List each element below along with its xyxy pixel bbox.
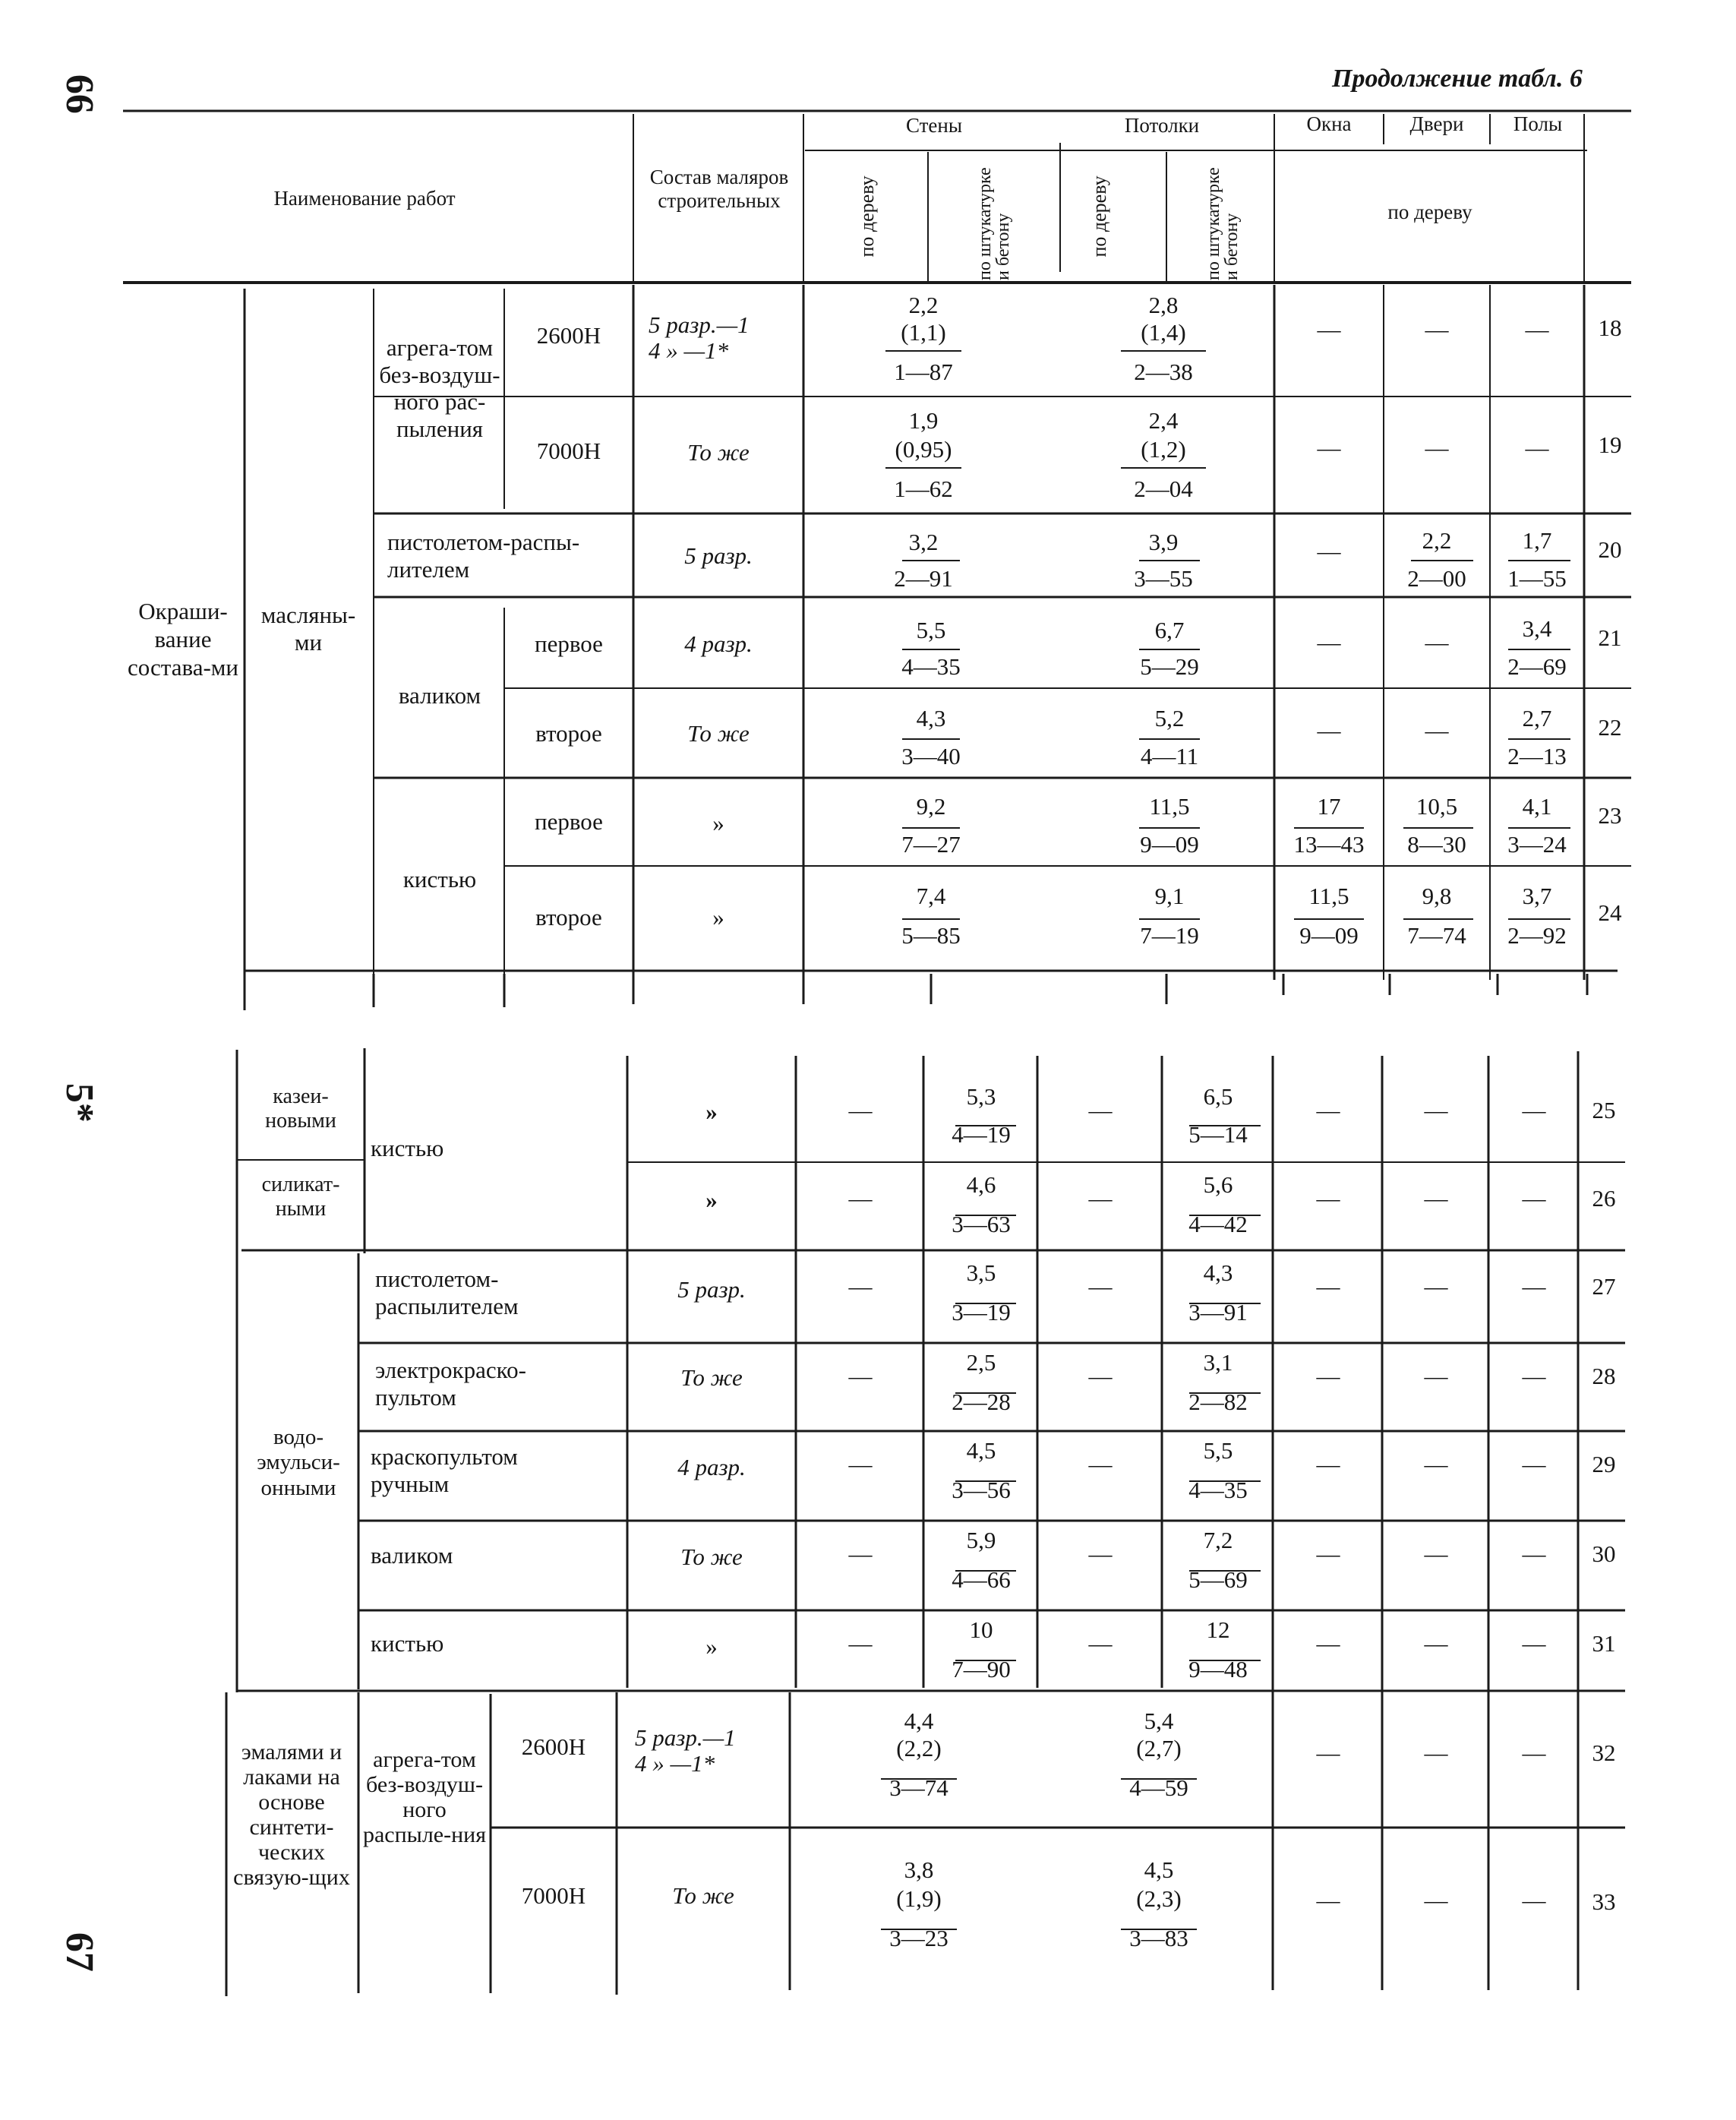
r29-ceil-cost: 4—35 — [1188, 1477, 1248, 1503]
r29-walls-value: 4,5 — [966, 1437, 996, 1464]
r21-windows: — — [1317, 629, 1341, 656]
r32-walls-value: 4,4 — [904, 1708, 934, 1734]
r32-num: 32 — [1592, 1739, 1616, 1766]
r20-ceil-cost: 3—55 — [1134, 565, 1193, 592]
r25-floors: — — [1522, 1097, 1546, 1123]
r27-ceil-cost: 3—91 — [1188, 1299, 1248, 1325]
r22-ceil-value: 5,2 — [1154, 705, 1185, 731]
r31-doors: — — [1424, 1630, 1448, 1657]
r24-ceil-value: 9,1 — [1154, 883, 1185, 909]
r25-ceil-value: 6,5 — [1203, 1083, 1233, 1110]
r32-walls-paren: (2,2) — [896, 1735, 942, 1761]
r20-walls-cost: 2—91 — [894, 565, 953, 592]
r24-windows-cost: 9—09 — [1299, 922, 1359, 949]
label-spray-gun-1: пистолетом-распы-лителем — [387, 529, 580, 583]
r31-walls-wood: — — [848, 1630, 873, 1657]
r21-num: 21 — [1598, 624, 1622, 651]
r27-ceil-wood: — — [1088, 1273, 1113, 1300]
r19-windows: — — [1317, 434, 1341, 461]
r28-ceil-value: 3,1 — [1203, 1349, 1233, 1376]
label-brush: кистью — [371, 1630, 444, 1657]
r18-ceil-paren: (1,4) — [1141, 319, 1186, 346]
r26-floors: — — [1522, 1185, 1546, 1212]
r25-ceil-cost: 5—14 — [1188, 1121, 1248, 1148]
r24-walls-value: 7,4 — [916, 883, 946, 909]
header-name-col: Наименование работ — [273, 187, 456, 210]
r24-ceil-cost: 7—19 — [1140, 922, 1199, 949]
header-ceil-wood: по дереву — [1088, 175, 1111, 257]
label-airless-2: агрега-том без-воздуш-ного распыле-ния — [362, 1747, 487, 1847]
crew-r27: 5 разр. — [677, 1276, 746, 1303]
crew-r20: 5 разр. — [684, 542, 753, 569]
crew-r26: » — [705, 1186, 718, 1213]
label-electro: электрокраско-пультом — [375, 1357, 526, 1411]
crew-r29: 4 разр. — [677, 1454, 746, 1480]
r27-walls-value: 3,5 — [966, 1259, 996, 1286]
crew-r23: » — [712, 810, 724, 836]
header-crew-col: Состав маляров строительных — [649, 166, 789, 213]
header-walls-wood: по дереву — [856, 175, 879, 257]
r28-doors: — — [1424, 1363, 1448, 1389]
r33-num: 33 — [1592, 1888, 1616, 1915]
continuation-title: Продолжение табл. 6 — [1332, 65, 1583, 93]
r30-ceil-cost: 5—69 — [1188, 1566, 1248, 1593]
r23-floors-cost: 3—24 — [1507, 831, 1567, 858]
r29-walls-cost: 3—56 — [952, 1477, 1011, 1503]
r30-doors: — — [1424, 1540, 1448, 1567]
r33-ceil-cost: 3—83 — [1129, 1925, 1188, 1951]
r19-walls-cost: 1—62 — [894, 475, 953, 502]
crew-r31: » — [705, 1633, 718, 1660]
r21-ceil-cost: 5—29 — [1140, 653, 1199, 680]
header-ceilings: Потолки — [1124, 114, 1200, 137]
r29-floors: — — [1522, 1451, 1546, 1477]
r29-windows: — — [1316, 1451, 1340, 1477]
r33-ceil-value: 4,5 — [1144, 1856, 1174, 1883]
r26-walls-value: 4,6 — [966, 1171, 996, 1198]
r23-floors-value: 4,1 — [1522, 793, 1552, 820]
r30-windows: — — [1316, 1540, 1340, 1567]
r26-walls-wood: — — [848, 1185, 873, 1212]
r20-doors-cost: 2—00 — [1407, 565, 1466, 592]
crew-r18-b: 4 » —1* — [649, 337, 729, 364]
r22-windows: — — [1317, 717, 1341, 744]
label-oil: масляны-ми — [260, 602, 356, 656]
crew-r22: То же — [687, 720, 750, 747]
r18-walls-value: 2,2 — [908, 292, 939, 318]
r22-ceil-cost: 4—11 — [1140, 743, 1199, 769]
crew-r30: То же — [680, 1543, 743, 1570]
r18-walls-paren: (1,1) — [901, 319, 946, 346]
label-painting: Окраши-вание состава-ми — [128, 598, 238, 681]
crew-r18-a: 5 разр.—1 — [649, 311, 750, 338]
r30-ceil-wood: — — [1088, 1540, 1113, 1567]
r18-ceil-cost: 2—38 — [1134, 359, 1193, 385]
r23-doors-cost: 8—30 — [1407, 831, 1466, 858]
r24-walls-cost: 5—85 — [901, 922, 961, 949]
r28-walls-wood: — — [848, 1363, 873, 1389]
header-doors: Двери — [1409, 112, 1464, 135]
r20-ceil-value: 3,9 — [1148, 529, 1179, 555]
r33-doors: — — [1424, 1887, 1448, 1913]
r23-ceil-value: 11,5 — [1149, 793, 1190, 820]
page-number-bottom: 67 — [57, 1932, 101, 1972]
r20-windows: — — [1317, 538, 1341, 564]
r26-ceil-cost: 4—42 — [1188, 1211, 1248, 1237]
r31-num: 31 — [1592, 1630, 1616, 1657]
r21-ceil-value: 6,7 — [1154, 617, 1185, 643]
r18-floors: — — [1525, 316, 1549, 343]
r24-doors-cost: 7—74 — [1407, 922, 1466, 949]
label-airless: агрега-том без-воздуш-ного рас-пыления — [379, 334, 500, 442]
r28-ceil-cost: 2—82 — [1188, 1389, 1248, 1415]
r24-num: 24 — [1598, 899, 1622, 926]
r25-doors: — — [1424, 1097, 1448, 1123]
header-windows: Окна — [1306, 112, 1352, 135]
r30-walls-cost: 4—66 — [952, 1566, 1011, 1593]
r30-floors: — — [1522, 1540, 1546, 1567]
r32-ceil-paren: (2,7) — [1136, 1735, 1182, 1761]
crew-r21: 4 разр. — [684, 630, 753, 657]
r30-walls-wood: — — [848, 1540, 873, 1567]
header-wood-span: по дереву — [1387, 201, 1472, 223]
r29-ceil-wood: — — [1088, 1451, 1113, 1477]
r33-walls-paren: (1,9) — [896, 1885, 942, 1912]
page-number-top: 66 — [57, 74, 101, 114]
label-spray-gun-2: пистолетом-распылителем — [375, 1265, 519, 1319]
r20-floors-value: 1,7 — [1522, 527, 1552, 554]
r27-windows: — — [1316, 1273, 1340, 1300]
label-enamels: эмалями и лаками на основе синтети-ческих связую-щих — [233, 1739, 350, 1890]
r33-walls-cost: 3—23 — [889, 1925, 948, 1951]
r28-floors: — — [1522, 1363, 1546, 1389]
header-ceil-plaster: по штукатурке и бетону — [1204, 167, 1242, 280]
r19-floors: — — [1525, 434, 1549, 461]
r24-windows-value: 11,5 — [1308, 883, 1349, 909]
r25-windows: — — [1316, 1097, 1340, 1123]
r29-doors: — — [1424, 1451, 1448, 1477]
r27-num: 27 — [1592, 1273, 1616, 1300]
r28-walls-cost: 2—28 — [952, 1389, 1011, 1415]
label-brush-lower: кистью — [371, 1135, 444, 1161]
r32-ceil-value: 5,4 — [1144, 1708, 1174, 1734]
r33-walls-value: 3,8 — [904, 1856, 934, 1883]
r22-floors-value: 2,7 — [1522, 705, 1552, 731]
r33-windows: — — [1316, 1887, 1340, 1913]
label-silicate: силикат-ными — [261, 1173, 340, 1221]
crew-r28: То же — [680, 1364, 743, 1391]
r31-windows: — — [1316, 1630, 1340, 1657]
r24-floors-cost: 2—92 — [1507, 922, 1567, 949]
r21-floors-cost: 2—69 — [1507, 653, 1567, 680]
label-second-roller: второе — [535, 720, 602, 747]
header-walls-plaster: по штукатурке и бетону — [975, 167, 1013, 280]
r30-walls-value: 5,9 — [966, 1527, 996, 1553]
r25-num: 25 — [1592, 1097, 1616, 1123]
r18-num: 18 — [1598, 314, 1622, 341]
r31-walls-cost: 7—90 — [952, 1656, 1011, 1682]
r23-windows-value: 17 — [1317, 793, 1341, 820]
label-roller: валиком — [371, 1542, 453, 1569]
label-first-roller: первое — [535, 630, 603, 657]
r32-doors: — — [1424, 1739, 1448, 1766]
r27-doors: — — [1424, 1273, 1448, 1300]
r23-walls-cost: 7—27 — [901, 831, 961, 858]
r25-walls-value: 5,3 — [966, 1083, 996, 1110]
crew-r33: То же — [672, 1882, 734, 1909]
r32-ceil-cost: 4—59 — [1129, 1774, 1188, 1801]
r26-ceil-wood: — — [1088, 1185, 1113, 1212]
r19-doors: — — [1425, 434, 1449, 461]
r26-doors: — — [1424, 1185, 1448, 1212]
label-2600-lower: 2600Н — [521, 1733, 586, 1760]
r20-floors-cost: 1—55 — [1507, 565, 1567, 592]
r18-windows: — — [1317, 316, 1341, 343]
r25-ceil-wood: — — [1088, 1097, 1113, 1123]
label-second-brush: второе — [535, 904, 602, 930]
r20-num: 20 — [1598, 536, 1622, 563]
crew-r25: » — [705, 1098, 718, 1125]
r25-walls-wood: — — [848, 1097, 873, 1123]
sheet-mark: 5* — [57, 1082, 101, 1123]
r26-num: 26 — [1592, 1185, 1616, 1212]
r32-windows: — — [1316, 1739, 1340, 1766]
label-2600: 2600Н — [536, 322, 601, 349]
r19-num: 19 — [1598, 431, 1622, 458]
r26-windows: — — [1316, 1185, 1340, 1212]
r31-ceil-value: 12 — [1206, 1616, 1230, 1643]
r30-ceil-value: 7,2 — [1203, 1527, 1233, 1553]
crew-r32-a: 5 разр.—1 — [635, 1724, 736, 1751]
r31-floors: — — [1522, 1630, 1546, 1657]
r29-walls-wood: — — [848, 1451, 873, 1477]
r23-windows-cost: 13—43 — [1293, 831, 1365, 858]
r19-ceil-cost: 2—04 — [1134, 475, 1193, 502]
r33-floors: — — [1522, 1887, 1546, 1913]
r22-walls-cost: 3—40 — [901, 743, 961, 769]
r28-ceil-wood: — — [1088, 1363, 1113, 1389]
r20-walls-value: 3,2 — [908, 529, 939, 555]
header-walls: Стены — [905, 114, 963, 137]
r29-ceil-value: 5,5 — [1203, 1437, 1233, 1464]
r23-num: 23 — [1598, 802, 1622, 829]
r23-walls-value: 9,2 — [916, 793, 946, 820]
r28-walls-value: 2,5 — [966, 1349, 996, 1376]
label-first-brush: первое — [535, 808, 603, 835]
r24-doors-value: 9,8 — [1422, 883, 1452, 909]
crew-r24: » — [712, 904, 724, 930]
r22-num: 22 — [1598, 714, 1622, 741]
r31-ceil-cost: 9—48 — [1188, 1656, 1248, 1682]
r27-walls-wood: — — [848, 1273, 873, 1300]
r18-ceil-value: 2,8 — [1148, 292, 1179, 318]
r32-walls-cost: 3—74 — [889, 1774, 948, 1801]
r21-floors-value: 3,4 — [1522, 615, 1552, 642]
r26-walls-cost: 3—63 — [952, 1211, 1011, 1237]
r18-doors: — — [1425, 316, 1449, 343]
label-brush-group: кистью — [402, 866, 477, 893]
r33-ceil-paren: (2,3) — [1136, 1885, 1182, 1912]
r27-ceil-value: 4,3 — [1203, 1259, 1233, 1286]
r18-walls-cost: 1—87 — [894, 359, 953, 385]
r26-ceil-value: 5,6 — [1203, 1171, 1233, 1198]
r27-walls-cost: 3—19 — [952, 1299, 1011, 1325]
header-floors: Полы — [1513, 112, 1563, 135]
label-7000: 7000Н — [536, 438, 601, 464]
r23-doors-value: 10,5 — [1416, 793, 1458, 820]
r19-walls-paren: (0,95) — [895, 436, 952, 463]
r32-floors: — — [1522, 1739, 1546, 1766]
r19-walls-value: 1,9 — [908, 407, 939, 434]
r23-ceil-cost: 9—09 — [1140, 831, 1199, 858]
r21-doors: — — [1425, 629, 1449, 656]
r19-ceil-paren: (1,2) — [1141, 436, 1186, 463]
label-manual-pult: краскопультом ручным — [371, 1443, 518, 1497]
crew-r19: То же — [687, 439, 750, 466]
r20-doors-value: 2,2 — [1422, 527, 1452, 554]
r31-walls-value: 10 — [969, 1616, 993, 1643]
r28-num: 28 — [1592, 1363, 1616, 1389]
r27-floors: — — [1522, 1273, 1546, 1300]
r24-floors-value: 3,7 — [1522, 883, 1552, 909]
label-roller-group: валиком — [398, 682, 481, 709]
label-casein: казеи-новыми — [265, 1085, 336, 1133]
r22-walls-value: 4,3 — [916, 705, 946, 731]
r29-num: 29 — [1592, 1451, 1616, 1477]
crew-r32-b: 4 » —1* — [635, 1750, 715, 1777]
r19-ceil-value: 2,4 — [1148, 407, 1179, 434]
r28-windows: — — [1316, 1363, 1340, 1389]
r21-walls-cost: 4—35 — [901, 653, 961, 680]
label-water-emulsion: водо-эмульси-онными — [257, 1425, 340, 1500]
r30-num: 30 — [1592, 1540, 1616, 1567]
r21-walls-value: 5,5 — [916, 617, 946, 643]
r22-floors-cost: 2—13 — [1507, 743, 1567, 769]
label-7000-lower: 7000Н — [521, 1882, 586, 1909]
r22-doors: — — [1425, 717, 1449, 744]
r25-walls-cost: 4—19 — [952, 1121, 1011, 1148]
r31-ceil-wood: — — [1088, 1630, 1113, 1657]
